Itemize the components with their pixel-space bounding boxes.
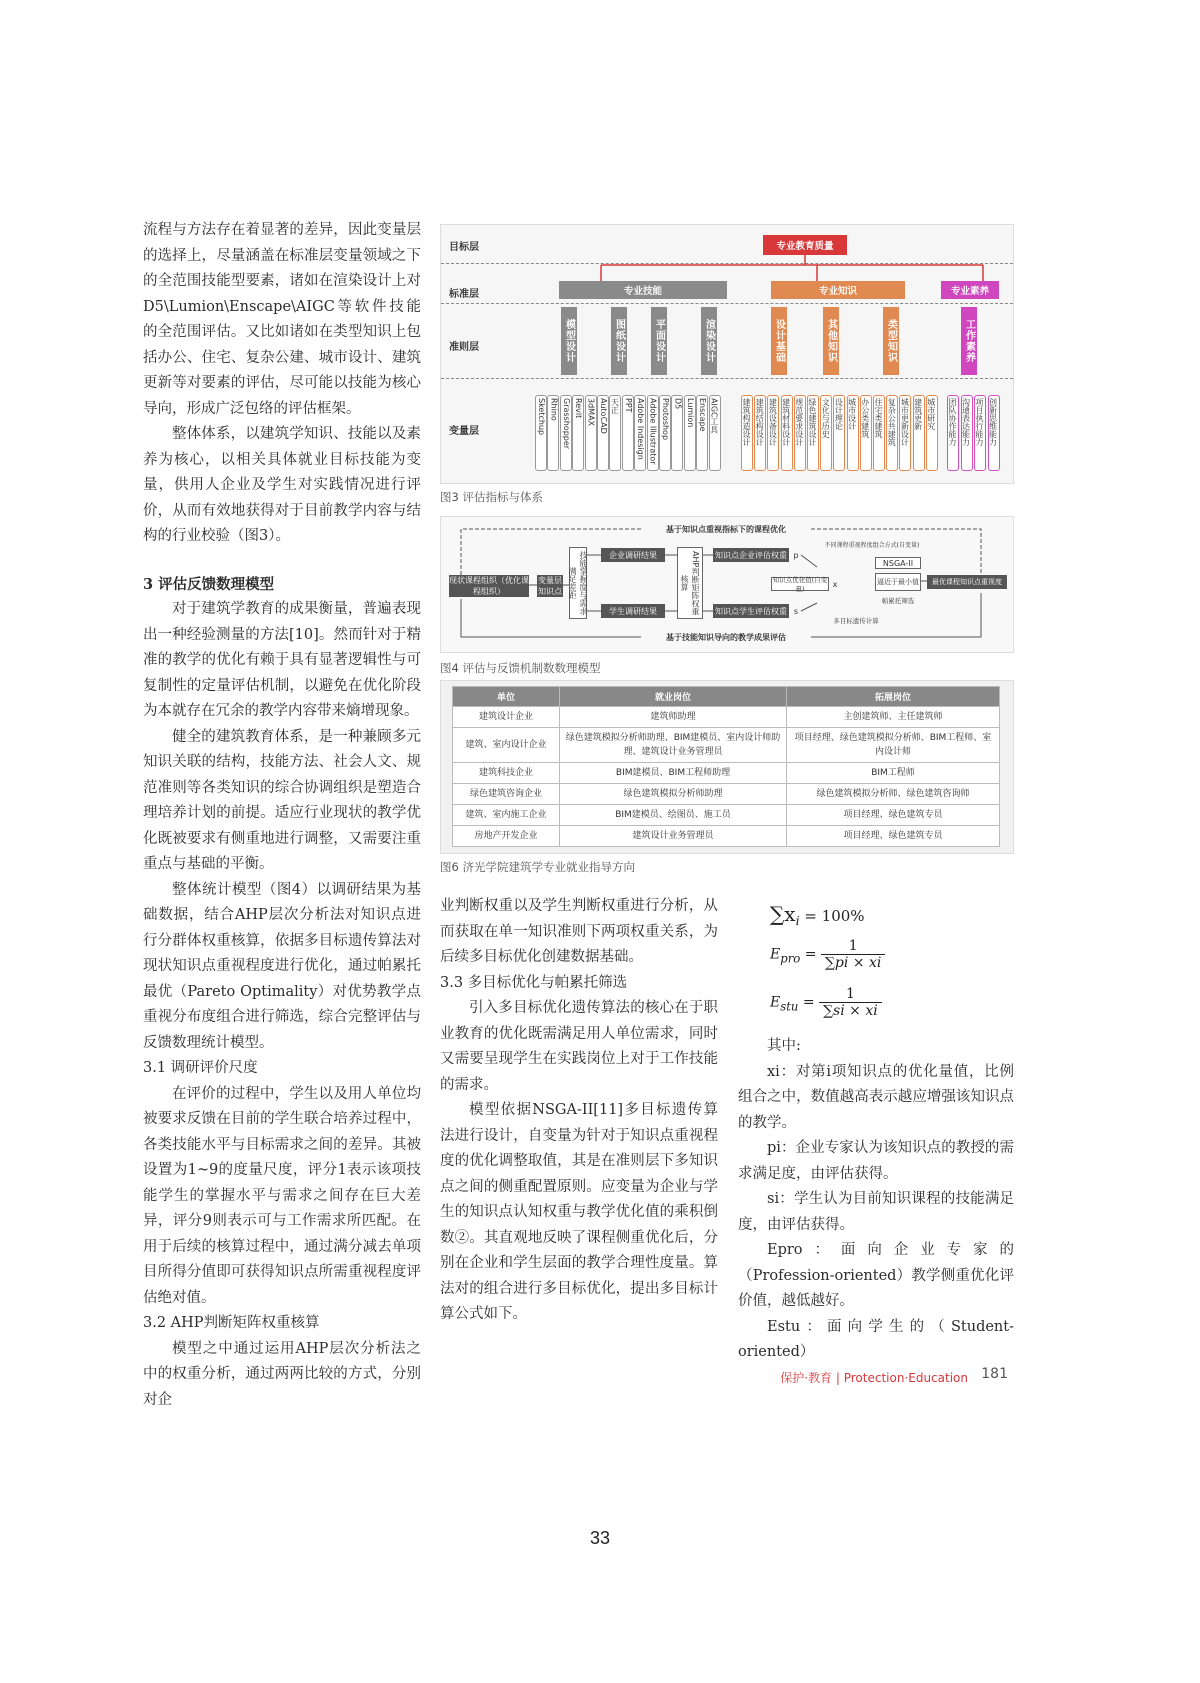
student-survey-box: 学生调研结果	[601, 604, 665, 618]
standard-skill: 专业技能	[559, 281, 727, 299]
min-box: 逼近于最小值	[875, 573, 921, 591]
table-row	[453, 763, 1000, 784]
table-row	[453, 728, 1000, 763]
paragraph-3b: 健全的建筑教育体系，是一种兼顾多元知识关联的结构，技能方法、社会人文、规范准则等各类知识的综合协调组织是塑造合理培养计划的前提。适应行业现状的教学优化既被要求有侧重地进行调整，又需要注重重点与基础的平衡。	[143, 728, 421, 872]
variable-item: Lumion	[684, 395, 696, 471]
eq3-den: ∑si × xi	[823, 1003, 878, 1019]
eq3-lhs: E	[770, 994, 781, 1011]
section-heading-3-3: 3.3 多目标优化与帕累托筛选	[440, 974, 628, 991]
variable-item: Revit	[572, 395, 584, 471]
where-label: 其中:	[767, 1038, 801, 1054]
criteria-render: 渲染设计	[701, 307, 717, 375]
cell-job: 绿色建筑模拟分析师助理、BIM建模员、室内设计师助理、建筑设计业务管理员	[560, 728, 787, 763]
paragraph-continued: 业判断权重以及学生判断权重进行分析，从而获取在单一知识准则下两项权重关系，为后续多目标优化创建数据基础。	[440, 898, 718, 965]
variable-item: Photoshop	[659, 395, 671, 471]
middle-column	[440, 894, 718, 1328]
definition-p: pi：企业专家认为该知识点的教授的需求满足度，由评估获得。	[738, 1140, 1014, 1182]
multi-objective-label: 多目标遗传计算	[833, 616, 879, 625]
layer-label-variable: 变量层	[449, 426, 479, 437]
eq2-sub: pro	[780, 951, 801, 966]
variable-item: AutoCAD	[597, 395, 609, 471]
eq2-lhs: E	[770, 946, 781, 963]
cell-extended: 项目经理、绿色建筑模拟分析师、BIM工程师、室内设计师	[787, 728, 1000, 763]
table-row	[453, 784, 1000, 805]
variable-item: 建筑材料设计	[781, 395, 793, 471]
s-variable: s	[793, 606, 799, 616]
eq3-num: 1	[819, 986, 882, 1003]
equation-estu: $E_{stu}$ = $\frac{1}{\sum si \times xi}$	[770, 986, 882, 1019]
definition-s: si：学生认为目前知识课程的技能满足度，由评估获得。	[738, 1191, 1014, 1233]
x-variable: x	[832, 579, 838, 589]
optimal-result-box: 最优课程知识点重视度	[927, 575, 1007, 589]
current-curriculum-box: 现状课程组织（优化课程组织）	[449, 576, 529, 596]
equation-epro: $E_{pro}$ = $\frac{1}{\sum pi \times xi}$	[770, 938, 885, 971]
paragraph-3-3a: 引入多目标优化遗传算法的核心在于职业教育的优化既需满足用人单位需求，同时又需要呈现学生在实践岗位上对于工作技能的需求。	[440, 1000, 718, 1093]
variable-item: 3dMAX	[585, 395, 597, 471]
variable-item: 复杂公共建筑	[886, 395, 898, 471]
figure-4-caption: 图4 评估与反馈机制数数理模型	[440, 661, 601, 675]
variable-item: 城市更新设计	[899, 395, 911, 471]
enterprise-survey-box: 企业调研结果	[601, 548, 665, 562]
paragraph-3-1: 在评价的过程中，学生以及用人单位均被要求反馈在目前的学生联合培养过程中，各类技能水平与目标需求之间的差异。其被设置为1~9的度量尺度，评分1表示该项技能学生的掌握水平与需求之间存在巨大差异，评分9则表示可与工作需求所匹配。在用于后续的核算过程中，通过满分减去单项目所得分值即可获得知识点所需重视程度评估绝对值。	[143, 1085, 421, 1306]
cell-job: 建筑设计业务管理员	[560, 826, 787, 847]
variable-item: 住宅类建筑	[873, 395, 885, 471]
layer-label-standard: 标准层	[449, 289, 479, 300]
variable-item: AIGC工具	[709, 395, 721, 471]
variable-item: 绿色建筑设计	[807, 395, 819, 471]
table-row	[453, 805, 1000, 826]
figure-6-caption: 图6 济光学院建筑学专业就业指导方向	[440, 860, 635, 874]
figure-4-feedback-model	[440, 516, 1014, 653]
variable-item: 城市设计	[847, 395, 859, 471]
criteria-basics: 设计基础	[771, 307, 787, 375]
cell-unit: 绿色建筑咨询企业	[453, 784, 560, 805]
criteria-type: 类型知识	[883, 307, 899, 375]
variable-item: Sketchup	[535, 395, 547, 471]
x-label-box: 知识点优化值(自变量)	[772, 576, 828, 593]
definition-estu: Estu：面向学生的（Student- oriented）	[738, 1318, 1014, 1360]
paragraph-system: 整体体系，以建筑学知识、技能以及素养为核心，以相关具体就业目标技能为变量，供用人企业及学生对实践情况进行评价，从而有效地获得对于目前教学内容与结构的行业校验（图3）。	[143, 426, 421, 544]
cell-job: 绿色建筑模拟分析师助理	[560, 784, 787, 805]
skill-gap-box: 技能掌握度与需求满足差距	[569, 547, 587, 619]
variable-layer-box: 变量层知识点	[538, 576, 562, 596]
standard-knowledge: 专业知识	[771, 281, 905, 299]
variable-item: Adobe Illustrator	[647, 395, 659, 471]
variable-item: 设计理论	[833, 395, 845, 471]
table-header-unit: 单位	[453, 687, 560, 707]
cell-unit: 房地产开发企业	[453, 826, 560, 847]
definition-epro: Epro：面向企业专家的（Profession-oriented）教学侧重优化评价值，越低越好。	[738, 1242, 1014, 1309]
eq3-fraction	[819, 986, 882, 1019]
criteria-workquality: 工作素养	[961, 307, 977, 375]
cell-extended: 项目经理、绿色建筑专员	[787, 826, 1000, 847]
layer-label-criteria: 准则层	[449, 342, 479, 353]
pareto-box: 帕累托筛选	[881, 596, 915, 605]
paragraph-3-3b: 模型依据NSGA-II[11]多目标遗传算法进行设计，自变量为针对于知识点重视程度的优化调整取值，其是在准则层下多知识点之间的侧重配置原则。应变量为企业与学生的知识点认知权重与教学优化值的乘积倒数②。其直观地反映了课程侧重优化后，分别在企业和学生层面的教学合理性度量。算法对的组合进行多目标优化，提出多目标计算公式如下。	[440, 1102, 718, 1322]
variable-item: 项目执行能力	[974, 395, 986, 471]
cell-extended: 项目经理、绿色建筑专员	[787, 805, 1000, 826]
eq2-den: ∑pi × xi	[824, 955, 882, 971]
variable-item: 建筑构造设计	[741, 395, 753, 471]
definition-x: xi：对第i项知识点的优化量值，比例组合之中，数值越高表示越应增强该知识点的教学。	[738, 1063, 1014, 1131]
section-heading-3: 3 评估反馈数理模型	[143, 575, 275, 593]
ahp-box: AHP判断矩阵权重核算	[677, 547, 703, 619]
variable-item: D5	[671, 395, 683, 471]
variable-item: 办公类建筑	[860, 395, 872, 471]
variable-item: 建筑更新	[913, 395, 925, 471]
eq2-fraction	[821, 938, 885, 971]
paragraph-3-2: 模型之中通过运用AHP层次分析法之中的权重分析，通过两两比较的方式，分别对企	[143, 1340, 421, 1408]
table-row	[453, 826, 1000, 847]
cell-unit: 建筑科技企业	[453, 763, 560, 784]
figure-3-evaluation-system	[440, 224, 1014, 484]
journal-name: 保护·教育 | Protection·Education	[780, 1371, 968, 1385]
criteria-drawing: 图纸设计	[611, 307, 627, 375]
eq3-sub: stu	[780, 999, 799, 1014]
equation-sum	[770, 902, 865, 928]
bottom-page-number: 33	[589, 1528, 611, 1548]
goal-box: 专业教育质量	[763, 235, 847, 255]
eq1-lhs: ∑x	[770, 902, 796, 926]
variable-item: 城市研究	[926, 395, 938, 471]
nsga-box: NSGA-II	[875, 557, 921, 569]
variable-item: Grasshopper	[560, 395, 572, 471]
cell-unit: 建筑、室内施工企业	[453, 805, 560, 826]
table-header-extended: 拓展岗位	[787, 687, 1000, 707]
variable-item: 创新思维能力	[988, 395, 1000, 471]
p-variable: p	[793, 550, 799, 560]
cell-extended: BIM工程师	[787, 763, 1000, 784]
bottom-feedback-label: 基于技能知识导向的教学成果评估	[641, 630, 811, 644]
variable-item: 天正	[609, 395, 621, 471]
cell-unit: 建筑设计企业	[453, 707, 560, 728]
paragraph-3a: 对于建筑学教育的成果衡量，普遍表现出一种经验测量的方法[10]。然而针对于精准的教学的优化有赖于具有显著逻辑性与可复制性的定量评估机制，以避免在优化阶段为本就存在冗余的教学内容带来熵增现象。	[143, 601, 421, 719]
section-heading-3-2: 3.2 AHP判断矩阵权重核算	[143, 1315, 320, 1331]
paragraph-3c: 整体统计模型（图4）以调研结果为基础数据，结合AHP层次分析法对知识点进行分群体权重核算，依据多目标遗传算法对现状知识点重视程度进行优化，通过帕累托最优（Pareto Optimality）对优势教学点重视分布度组合进行筛选，综合完整评估与反馈数理统计模型。	[143, 881, 421, 1051]
section-heading-3-1: 3.1 调研评价尺度	[143, 1060, 258, 1076]
top-feedback-label: 基于知识点重视指标下的课程优化	[641, 522, 811, 536]
variable-item: 建筑结构设计	[754, 395, 766, 471]
variable-item: Enscape	[696, 395, 708, 471]
standard-quality: 专业素养	[941, 281, 999, 299]
variable-item: 建筑设备设计	[767, 395, 779, 471]
eq1-rhs: = 100%	[804, 907, 865, 925]
eq2-num: 1	[821, 938, 885, 955]
variable-item: PPT	[622, 395, 634, 471]
paragraph-intro: 流程与方法存在着显著的差异，因此变量层的选择上，尽量涵盖在标准层变量领域之下的全范围技能型要素，诸如在渲染设计上对D5\Lumion\Enscape\AIGC等软件技能的全范围评估。又比如诸如在类型知识上包括办公、住宅、复杂公建、城市设计、建筑更新等对要素的评估，尽可能以技能为核心导向，形成广泛包络的评估框架。	[143, 222, 421, 417]
cell-job: BIM建模员、BIM工程师助理	[560, 763, 787, 784]
journal-page-number: 181	[981, 1366, 1008, 1382]
layer-label-goal: 目标层	[449, 242, 479, 253]
cell-job: 建筑师助理	[560, 707, 787, 728]
nsga-title: 不同课程重视程度组合方式(自变量)	[824, 541, 920, 549]
criteria-plan: 平面设计	[651, 307, 667, 375]
cell-unit: 建筑、室内设计企业	[453, 728, 560, 763]
cell-extended: 绿色建筑模拟分析师、绿色建筑咨询师	[787, 784, 1000, 805]
enterprise-weight-box: 知识点企业评估权重	[713, 548, 789, 562]
variable-item: 规范要求设计	[794, 395, 806, 471]
variable-item: Adobe Indesign	[634, 395, 646, 471]
criteria-other: 其他知识	[823, 307, 839, 375]
variable-item: 团队协作能力	[947, 395, 959, 471]
figure-3-caption: 图3 评估指标与体系	[440, 490, 543, 504]
left-column	[143, 218, 421, 1413]
variable-item: 沟通表达能力	[961, 395, 973, 471]
variable-item: 文化与历史	[820, 395, 832, 471]
table-row	[453, 707, 1000, 728]
right-column	[738, 1034, 1014, 1366]
table-header-job: 就业岗位	[560, 687, 787, 707]
criteria-model: 模型设计	[561, 307, 577, 375]
eq1-sub: i	[795, 913, 800, 928]
variable-item: Rhino	[547, 395, 559, 471]
employment-table	[452, 686, 1000, 847]
cell-job: BIM建模员、绘图员、施工员	[560, 805, 787, 826]
cell-extended: 主创建筑师、主任建筑师	[787, 707, 1000, 728]
student-weight-box: 知识点学生评估权重	[713, 604, 789, 618]
